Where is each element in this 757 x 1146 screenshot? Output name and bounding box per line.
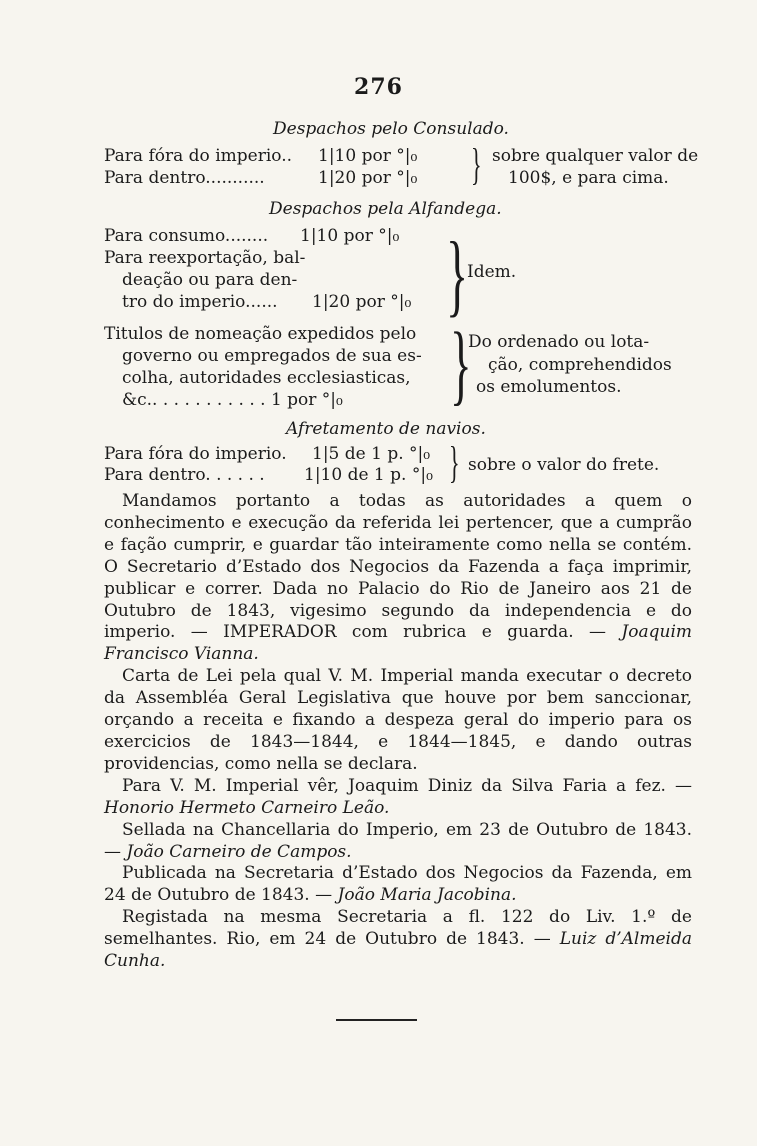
alfandega-row-consumo-label: Para consumo........ — [104, 226, 269, 246]
publicada-signature: João Maria Jacobina. — [337, 885, 517, 906]
afretamento-heading: Afretamento de navios. — [286, 419, 486, 439]
titulos-note-line1: Do ordenado ou lota- — [468, 332, 650, 352]
alfandega-row-dentro-rate: 1|20 por °|₀ — [312, 292, 412, 312]
mandamos-text: Mandamos portanto a todas as autoridades a quem o conhecimento e execução da referida lei pertencer, que a cumprão e fação cumprir, e guardar tão inteiramente como nella se contém. O Secretario d’Estado dos Negocios da Fazenda a faça imprimir, publicar e correr. Dada no Palacio do Rio de Janeiro aos 21 de Outubro de 1843, vigesimo segundo da independencia e do imperio. — IMPERADOR com rubrica e guarda. — — [104, 491, 692, 643]
titulos-note-line3: os emolumentos. — [476, 377, 622, 397]
afretamento-brace: } — [449, 438, 460, 487]
afretamento-row-dentro-label: Para dentro. . . . . . — [104, 465, 265, 485]
alfandega-heading: Despachos pela Alfandega. — [269, 199, 502, 219]
paragraph-carta — [104, 666, 692, 776]
alfandega-row-dentro-label: tro do imperio...... — [122, 292, 278, 312]
paragraph-publicada — [104, 863, 692, 907]
para-signature: Honorio Hermeto Carneiro Leão. — [104, 797, 390, 818]
afretamento-note: sobre o valor do frete. — [468, 455, 660, 475]
titulos-line1: Titulos de nomeação expedidos pelo — [104, 324, 417, 344]
consulado-heading: Despachos pelo Consulado. — [273, 119, 509, 139]
alfandega-brace: } — [446, 223, 469, 325]
afretamento-row-fora-label: Para fóra do imperio. — [104, 444, 287, 464]
registada-signature: Luiz d’Almeida Cunha. — [104, 929, 692, 972]
end-rule — [336, 1019, 417, 1021]
sellada-text: Sellada na Chancellaria do Imperio, em 23 de Outubro de 1843. — — [104, 819, 692, 862]
page-number: 276 — [354, 74, 403, 100]
alfandega-row-consumo-rate: 1|10 por °|₀ — [300, 226, 400, 246]
sellada-signature: João Carneiro de Campos. — [126, 841, 352, 862]
alfandega-row-baldeacao: deação ou para den- — [122, 270, 298, 290]
paragraph-mandamos — [104, 491, 692, 666]
titulos-line3: colha, autoridades ecclesiasticas, — [122, 368, 411, 388]
consulado-note-line2: 100$, e para cima. — [508, 168, 669, 188]
mandamos-signature: Joaquim Francisco Vianna. — [104, 622, 692, 665]
carta-text: Carta de Lei pela qual V. M. Imperial manda executar o decreto da Assembléa Geral Legislativa que houve por bem sanccionar, orçando a receita e fixando a despeza geral do imperio para os exercicios de 1843—1844, e 1844—1845, e dando outras providencias, como nella se declara. — [104, 666, 692, 774]
body-text — [104, 491, 692, 973]
paragraph-sellada — [104, 820, 692, 864]
consulado-row-dentro-label: Para dentro........... — [104, 168, 265, 188]
alfandega-note: Idem. — [467, 262, 517, 282]
consulado-row-fora-label: Para fóra do imperio.. — [104, 146, 292, 166]
titulos-brace: } — [450, 315, 472, 414]
consulado-row-dentro-rate: 1|20 por °|₀ — [318, 168, 418, 188]
titulos-note-line2: ção, comprehendidos — [488, 355, 672, 375]
consulado-brace: } — [471, 140, 482, 189]
titulos-line4: &c.. . . . . . . . . . . 1 por °|₀ — [122, 390, 343, 410]
afretamento-row-fora-rate: 1|5 de 1 p. °|₀ — [312, 444, 431, 464]
paragraph-registada — [104, 907, 692, 973]
consulado-row-fora-rate: 1|10 por °|₀ — [318, 146, 418, 166]
alfandega-row-reexport: Para reexportação, bal- — [104, 248, 306, 268]
paragraph-para — [104, 776, 692, 820]
registada-text: Registada na mesma Secretaria a fl. 122 do Liv. 1.º de semelhantes. Rio, em 24 de Outubro de 1843. — — [104, 907, 692, 950]
consulado-note-line1: sobre qualquer valor de — [492, 146, 699, 166]
titulos-line2: governo ou empregados de sua es- — [122, 346, 422, 366]
afretamento-row-dentro-rate: 1|10 de 1 p. °|₀ — [304, 465, 433, 485]
para-text: Para V. M. Imperial vêr, Joaquim Diniz da Silva Faria a fez. — — [122, 775, 692, 796]
publicada-text: Publicada na Secretaria d’Estado dos Negocios da Fazenda, em 24 de Outubro de 1843. — — [104, 863, 692, 906]
